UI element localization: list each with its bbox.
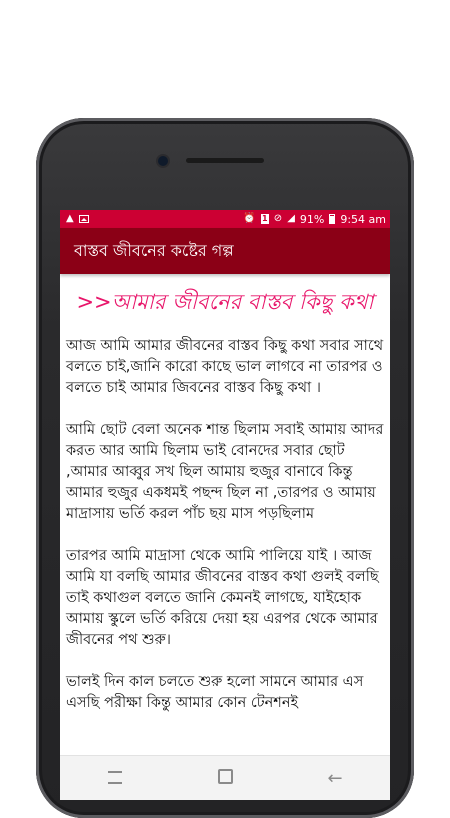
- battery-percent: 91%: [299, 212, 325, 226]
- alarm-icon: ⏰: [243, 213, 256, 224]
- app-title: বাস্তব জীবনের কষ্টের গল্প: [74, 240, 234, 260]
- article-paragraph: তারপর আমি মাদ্রাসা থেকে আমি পালিয়ে যাই । আজ আমি যা বলছি আমার জীবনের বাস্তব কথা গুলই বলছি তাই কথাগুল বলতে জানি কেমনই লাগছে, যাইহোক আমায় স্কুলে ভর্তি করিয়ে দেয়া হয় এরপর থেকে আমার জীবনের পথ শুরু।: [66, 548, 379, 648]
- navigation-bar: [60, 755, 390, 800]
- menu-icon: [108, 771, 122, 784]
- do-not-disturb-icon: ⊘: [273, 213, 283, 224]
- front-camera: [158, 156, 168, 166]
- square-icon: [218, 769, 233, 784]
- article-paragraph: ভালই দিন কাল চলতে শুরু হলো সামনে আমার এস এসছি পরীক্ষা কিন্তু আমার কোন টেনশনই: [66, 674, 364, 711]
- article-heading: >>আমার জীবনের বাস্তব কিছু কথা: [76, 290, 374, 314]
- earpiece-speaker: [186, 158, 264, 163]
- phone-screen: [60, 210, 390, 800]
- clock: 9:54 am: [340, 212, 386, 226]
- article-paragraph: আজ আমি আমার জীবনের বাস্তব কিছু কথা সবার সাথে বলতে চাই,জানি কারো কাছে ভাল লাগবে না তারপর ও বলতে চাই আমার জিবনের বাস্তব কিছু কথা ।: [66, 338, 384, 396]
- menu-button[interactable]: [95, 768, 135, 789]
- back-arrow-icon: ←: [327, 767, 343, 789]
- signal-icon: ◢: [287, 213, 295, 224]
- app-bar: [60, 228, 390, 274]
- article-paragraph: আমি ছোট বেলা অনেক শান্ত ছিলাম সবাই আমায় আদর করত আর আমি ছিলাম ভাই বোনদের সবার ছোট ,আমার আব্বুর সখ ছিল আমায় হুজুর বানাবে কিন্তু আমার হুজুর একধমই পছন্দ ছিল না ,তারপর ও আমায় মাদ্রাসায় ভর্তি করল পাঁচ ছয় মাস পড়ছিলাম: [66, 422, 384, 522]
- article-content[interactable]: [60, 274, 390, 762]
- image-icon: [79, 215, 89, 223]
- warning-icon: ▲: [66, 213, 74, 224]
- battery-icon: [329, 214, 335, 224]
- status-bar: [60, 210, 390, 228]
- back-button[interactable]: [315, 768, 355, 789]
- recents-button[interactable]: [205, 768, 245, 789]
- sim-icon: 1: [262, 214, 268, 223]
